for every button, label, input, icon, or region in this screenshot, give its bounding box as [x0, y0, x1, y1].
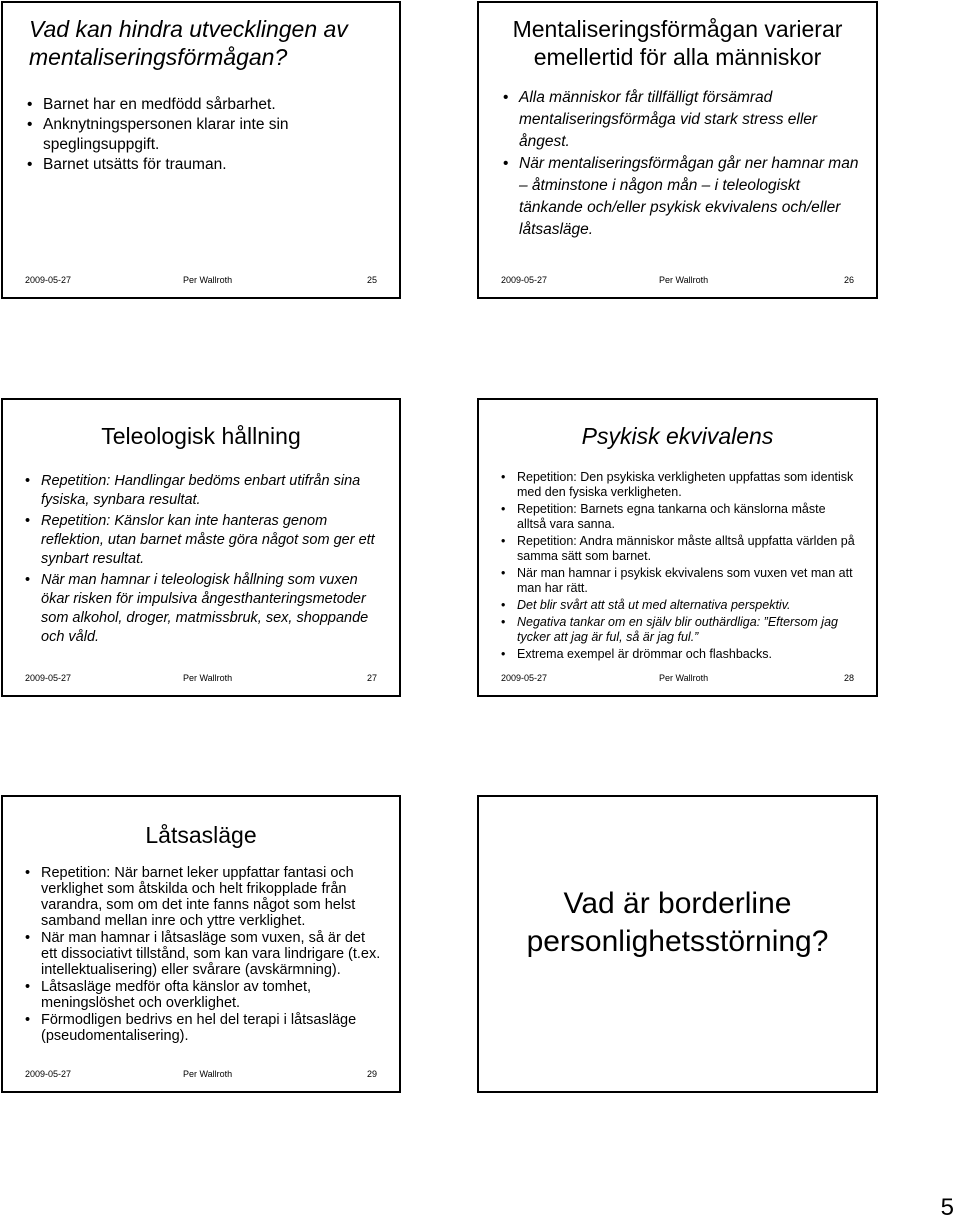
list-item: • Extrema exempel är drömmar och flashbacks. — [501, 647, 772, 661]
slide-number: 26 — [843, 275, 854, 285]
slide-28 — [477, 398, 878, 697]
slide-number: 28 — [843, 673, 854, 683]
slide-footer — [25, 673, 377, 685]
footer-author: Per Wallroth — [659, 673, 709, 683]
list-item: • Barnet utsätts för trauman. — [27, 156, 227, 173]
bullet-icon: • — [501, 566, 506, 580]
list-item: • Repetition: Barnets egna tankarna och känslorna måste alltså vara sanna. — [501, 502, 826, 531]
footer-date: 2009-05-27 — [25, 275, 72, 285]
slide-footer — [501, 275, 854, 287]
slide-number: 29 — [366, 1069, 377, 1079]
bullet-icon: • — [501, 534, 506, 548]
slide-30 — [477, 795, 878, 1093]
footer-date: 2009-05-27 — [501, 673, 548, 683]
slide-title: Teleologisk hållning — [101, 423, 301, 449]
bullet-icon: • — [27, 156, 33, 173]
footer-date: 2009-05-27 — [25, 673, 72, 683]
bullet-list — [25, 472, 379, 647]
bullet-icon: • — [501, 615, 506, 629]
bullet-icon: • — [501, 647, 506, 661]
slide-title: Vad är borderline personlighetsstörning? — [526, 887, 829, 958]
list-item: • Förmodligen bedrivs en hel del terapi i låtsasläge (pseudomentalisering). — [25, 1012, 357, 1044]
bullet-icon: • — [27, 96, 33, 113]
footer-date: 2009-05-27 — [501, 275, 548, 285]
list-item: • Repetition: Den psykiska verkligheten uppfattas som identisk med den fysiska verkligheten. — [501, 470, 854, 499]
bullet-icon: • — [25, 979, 31, 995]
slide-title: Låtsasläge — [145, 822, 257, 848]
list-item: • Repetition: Handlingar bedöms enbart utifrån sina fysiska, synbara resultat. — [25, 473, 361, 508]
list-item: • Negativa tankar om en själv blir outhärdliga: ”Eftersom jag tycker att jag är ful, så är jag ful.” — [501, 615, 838, 644]
bullet-icon: • — [25, 473, 31, 489]
footer-author: Per Wallroth — [183, 1069, 233, 1079]
list-item: • Anknytningspersonen klarar inte sin speglingsuppgift. — [27, 116, 289, 153]
bullet-list — [501, 470, 855, 662]
list-item: • Repetition: När barnet leker uppfattar fantasi och verklighet som åtskilda och helt frikopplade från varandra, som om det inte fanns något som helst samband mellan inre och yttre verklighet. — [25, 865, 356, 929]
list-item: • Det blir svårt att stå ut med alternativa perspektiv. — [501, 598, 791, 612]
slide-title: Mentaliseringsförmågan varierar emellertid för alla människor — [512, 16, 843, 70]
slide-footer — [25, 275, 377, 287]
list-item: • Barnet har en medfödd sårbarhet. — [27, 96, 276, 113]
slide-footer — [25, 1069, 377, 1081]
list-item: • Repetition: Andra människor måste alltså uppfatta världen på samma sätt som barnet. — [501, 534, 855, 563]
bullet-icon: • — [25, 1012, 31, 1028]
slide-title: Vad kan hindra utvecklingen av mentaliseringsförmågan? — [29, 16, 348, 70]
bullet-icon: • — [501, 502, 506, 516]
page-number: 5 — [940, 1194, 954, 1221]
bullet-icon: • — [503, 89, 509, 106]
list-item: • Repetition: Känslor kan inte hanteras genom reflektion, utan barnet måste göra något som ger ett synbart resultat. — [25, 513, 375, 567]
bullet-icon: • — [25, 930, 31, 946]
slide-number: 27 — [366, 673, 377, 683]
bullet-icon: • — [27, 116, 33, 133]
list-item: • När man hamnar i teleologisk hållning som vuxen ökar risken för impulsiva ångesthanteringsmetoder som alkohol, droger, matmissbruk, sex, shoppande och våld. — [25, 572, 369, 645]
slide-number: 25 — [366, 275, 377, 285]
footer-author: Per Wallroth — [183, 673, 233, 683]
list-item: • Alla människor får tillfälligt försämrad mentaliseringsförmåga vid stark stress eller ångest. — [503, 89, 818, 150]
slide-title: Psykisk ekvivalens — [581, 423, 774, 449]
bullet-icon: • — [25, 513, 31, 529]
slide-29 — [1, 795, 401, 1093]
list-item: • Låtsasläge medför ofta känslor av tomhet, meningslöshet och overklighet. — [25, 979, 312, 1011]
footer-date: 2009-05-27 — [25, 1069, 72, 1079]
bullet-icon: • — [501, 598, 506, 612]
slide-footer — [501, 673, 854, 685]
slide-25 — [1, 1, 401, 299]
bullet-list — [27, 95, 379, 175]
slide-27 — [1, 398, 401, 697]
bullet-icon: • — [25, 572, 31, 588]
bullet-icon: • — [501, 470, 506, 484]
bullet-list — [503, 87, 859, 241]
footer-author: Per Wallroth — [183, 275, 233, 285]
slide-26 — [477, 1, 878, 299]
footer-author: Per Wallroth — [659, 275, 709, 285]
bullet-icon: • — [25, 865, 31, 881]
list-item: • När man hamnar i låtsasläge som vuxen, så är det ett dissociativt tillstånd, som kan vara lindrigare (t.ex. intellektualisering) eller svårare (avskärmning). — [25, 930, 381, 978]
bullet-icon: • — [503, 155, 509, 172]
bullet-list — [25, 865, 381, 1044]
list-item: • När mentaliseringsförmågan går ner hamnar man – åtminstone i någon mån – i teleologiskt tänkande och/eller psykisk ekvivalens och/eller låtsasläge. — [503, 155, 859, 238]
list-item: • När man hamnar i psykisk ekvivalens som vuxen vet man att man har rätt. — [501, 566, 853, 595]
